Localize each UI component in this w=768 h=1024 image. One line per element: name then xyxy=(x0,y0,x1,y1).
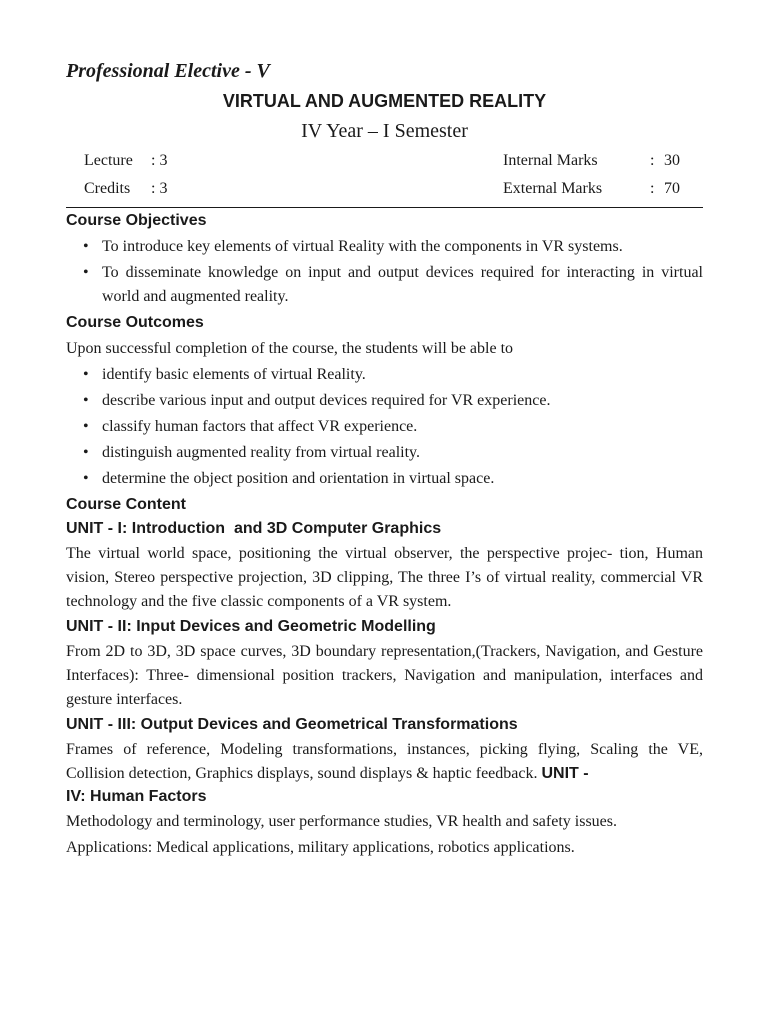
outcome-item: • identify basic elements of virtual Reality. xyxy=(66,363,703,387)
meta-row-credits xyxy=(66,179,703,207)
objective-item: • To disseminate knowledge on input and output devices required for interacting in virtual world and augmented reality. xyxy=(66,261,703,309)
unit3-heading: UNIT - III: Output Devices and Geometrical Transformations xyxy=(66,716,518,733)
bullet-icon: • xyxy=(83,444,89,461)
meta-row-lecture xyxy=(66,151,703,179)
bullet-icon: • xyxy=(83,470,89,487)
unit2-heading: UNIT - II: Input Devices and Geometric Modelling xyxy=(66,618,436,635)
semester-label: IV Year – I Semester xyxy=(301,120,468,142)
outcome-item: • distinguish augmented reality from virtual reality. xyxy=(66,441,703,465)
course-meta xyxy=(66,149,703,207)
bullet-icon: • xyxy=(83,264,89,281)
header-divider xyxy=(66,207,703,208)
unit3-text-body: Frames of reference, Modeling transformations, instances, picking flying, Scaling the VE, Collision detection, Graphics displays, sound displays & haptic feedback. xyxy=(66,741,703,782)
objectives-heading: Course Objectives xyxy=(66,212,207,229)
unit1-heading: UNIT - I: Introduction and 3D Computer Graphics xyxy=(66,520,442,537)
course-title: VIRTUAL AND AUGMENTED REALITY xyxy=(222,91,547,111)
outcomes-intro: Upon successful completion of the course, the students will be able to xyxy=(66,340,514,357)
outcomes-heading: Course Outcomes xyxy=(66,314,204,331)
external-marks-value: 70 xyxy=(664,180,680,197)
applications-text: Applications: Medical applications, military applications, robotics applications. xyxy=(66,839,575,856)
unit4-text: Methodology and terminology, user performance studies, VR health and safety issues. xyxy=(66,813,617,830)
lecture-label: Lecture xyxy=(84,152,133,169)
bullet-icon: • xyxy=(83,418,89,435)
credits-value: : 3 xyxy=(151,180,168,197)
internal-marks-colon: : xyxy=(650,152,655,169)
outcomes-list xyxy=(66,363,703,491)
credits-label: Credits xyxy=(84,180,131,197)
outcome-item: • determine the object position and orientation in virtual space. xyxy=(66,467,703,491)
external-marks-colon: : xyxy=(650,180,655,197)
outcome-item: • classify human factors that affect VR experience. xyxy=(66,415,703,439)
bullet-icon: • xyxy=(83,392,89,409)
objective-item: • To introduce key elements of virtual Reality with the components in VR systems. xyxy=(66,235,703,259)
internal-marks-value: 30 xyxy=(664,152,680,169)
bullet-icon: • xyxy=(83,366,89,383)
objectives-list xyxy=(66,235,703,309)
external-marks-label: External Marks xyxy=(503,180,603,197)
elective-label: Professional Elective - V xyxy=(66,60,270,82)
unit3-text xyxy=(66,738,703,786)
unit1-text: The virtual world space, positioning the virtual observer, the perspective projec- tion, Human vision, Stereo perspective projection, 3D clipping, The three I’s of virtual reality, commercial VR technology and the five classic components of a VR system. xyxy=(66,545,703,610)
syllabus-page xyxy=(66,58,703,860)
unit2-text: From 2D to 3D, 3D space curves, 3D boundary representation,(Trackers, Navigation, and Gesture Interfaces): Three- dimensional position trackers, Navigation and manipulation, interfaces and gesture interfaces. xyxy=(66,643,703,708)
internal-marks-label: Internal Marks xyxy=(503,152,598,169)
bullet-icon: • xyxy=(83,238,89,255)
unit4-heading-part2: IV: Human Factors xyxy=(66,788,207,805)
unit4-heading-part1: UNIT - xyxy=(541,765,589,782)
lecture-value: : 3 xyxy=(151,152,168,169)
content-heading: Course Content xyxy=(66,496,186,513)
outcome-item: • describe various input and output devices required for VR experience. xyxy=(66,389,703,413)
